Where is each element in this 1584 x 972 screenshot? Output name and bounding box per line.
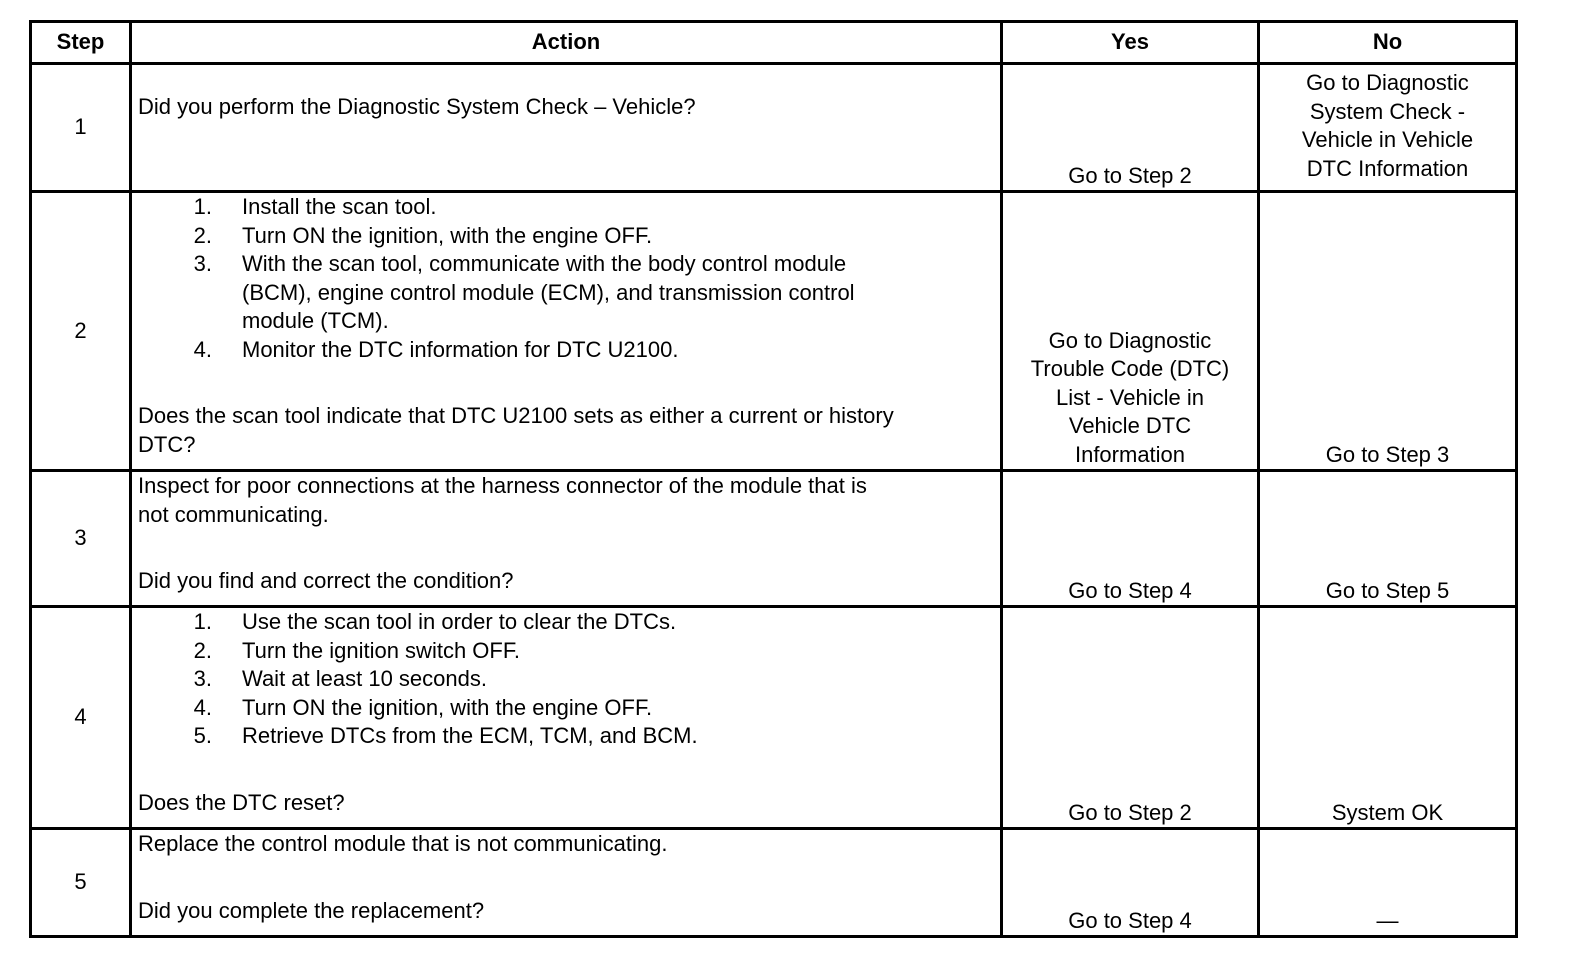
header-yes: Yes: [1002, 22, 1259, 64]
action-text-line: Inspect for poor connections at the harness connector of the module that is: [138, 473, 867, 498]
action-text-line: not communicating.: [138, 501, 329, 527]
yes-cell: Go to Step 4: [1002, 471, 1259, 607]
substep-line: (BCM), engine control module (ECM), and transmission control: [242, 279, 855, 305]
no-cell: —: [1259, 829, 1517, 937]
table-row: [31, 64, 1517, 192]
header-no: No: [1259, 22, 1517, 64]
substep-item: [184, 665, 994, 694]
yes-line: Go to Diagnostic: [1048, 327, 1212, 353]
action-cell: [131, 829, 1002, 937]
substep-line: Use the scan tool in order to clear the DTCs.: [242, 609, 677, 634]
substep-number: 1.: [193, 194, 212, 219]
action-cell: [131, 64, 1002, 192]
action-question-line: DTC?: [138, 431, 196, 457]
substep-number: 4.: [193, 694, 212, 720]
substep-item: [184, 250, 994, 336]
no-cell: Go to Step 3: [1259, 192, 1517, 471]
substep-list: [138, 193, 994, 364]
substep-line: Turn the ignition switch OFF.: [242, 637, 520, 663]
no-line: Vehicle in Vehicle: [1301, 127, 1474, 152]
no-line: System Check -: [1309, 98, 1466, 124]
action-cell: [131, 607, 1002, 829]
step-number: 2: [31, 192, 131, 471]
substep-item: [184, 637, 994, 666]
yes-cell: Go to Step 4: [1002, 829, 1259, 937]
step-number: 3: [31, 471, 131, 607]
action-question-line: Does the scan tool indicate that DTC U2100 sets as either a current or history: [138, 403, 894, 428]
yes-line: Vehicle DTC: [1068, 413, 1192, 438]
no-line: Go to Diagnostic: [1306, 70, 1469, 95]
substep-line: module (TCM).: [242, 308, 389, 333]
action-question: Did you find and correct the condition?: [138, 568, 514, 593]
table-row: [31, 829, 1517, 937]
step-number: 4: [31, 607, 131, 829]
step-number: 5: [31, 829, 131, 937]
substep-line: Install the scan tool.: [242, 194, 437, 219]
substep-item: [184, 222, 994, 251]
yes-cell: Go to Step 2: [1002, 64, 1259, 192]
yes-line: Trouble Code (DTC): [1030, 356, 1230, 381]
substep-item: [184, 193, 994, 222]
diagnostic-table: [29, 20, 1518, 938]
table-row: [31, 471, 1517, 607]
substep-number: 4.: [193, 336, 212, 362]
substep-line: Monitor the DTC information for DTC U2100.: [242, 336, 679, 362]
action-cell: [131, 192, 1002, 471]
header-step: Step: [31, 22, 131, 64]
yes-cell: Go to Step 2: [1002, 607, 1259, 829]
no-cell: System OK: [1259, 607, 1517, 829]
action-question: Did you perform the Diagnostic System Check – Vehicle?: [138, 94, 696, 119]
yes-cell: [1002, 192, 1259, 471]
table-row: [31, 607, 1517, 829]
yes-line: Information: [1074, 441, 1186, 467]
action-question: Did you complete the replacement?: [138, 897, 485, 923]
table-row: [31, 192, 1517, 471]
substep-line: Turn ON the ignition, with the engine OFF.: [242, 694, 653, 720]
substep-number: 5.: [193, 723, 212, 748]
step-number: 1: [31, 64, 131, 192]
substep-number: 2.: [193, 637, 212, 663]
substep-number: 3.: [193, 666, 212, 691]
substep-number: 3.: [193, 251, 212, 276]
substep-line: With the scan tool, communicate with the body control module: [242, 251, 847, 276]
header-action: Action: [131, 22, 1002, 64]
substep-line: Retrieve DTCs from the ECM, TCM, and BCM.: [242, 723, 698, 748]
no-cell: Go to Step 5: [1259, 471, 1517, 607]
yes-line: List - Vehicle in: [1056, 384, 1204, 410]
action-text: Replace the control module that is not communicating.: [138, 831, 668, 856]
action-question: Does the DTC reset?: [138, 789, 345, 815]
no-cell: [1259, 64, 1517, 192]
header-row: [31, 22, 1517, 64]
substep-item: [184, 694, 994, 723]
substep-item: [184, 336, 994, 365]
substep-number: 1.: [193, 609, 212, 634]
substep-line: Wait at least 10 seconds.: [242, 666, 487, 691]
no-line: DTC Information: [1306, 155, 1469, 181]
substep-list: [138, 608, 994, 751]
substep-line: Turn ON the ignition, with the engine OFF.: [242, 222, 653, 248]
substep-item: [184, 608, 994, 637]
substep-item: [184, 722, 994, 751]
substep-number: 2.: [193, 222, 212, 248]
action-cell: [131, 471, 1002, 607]
